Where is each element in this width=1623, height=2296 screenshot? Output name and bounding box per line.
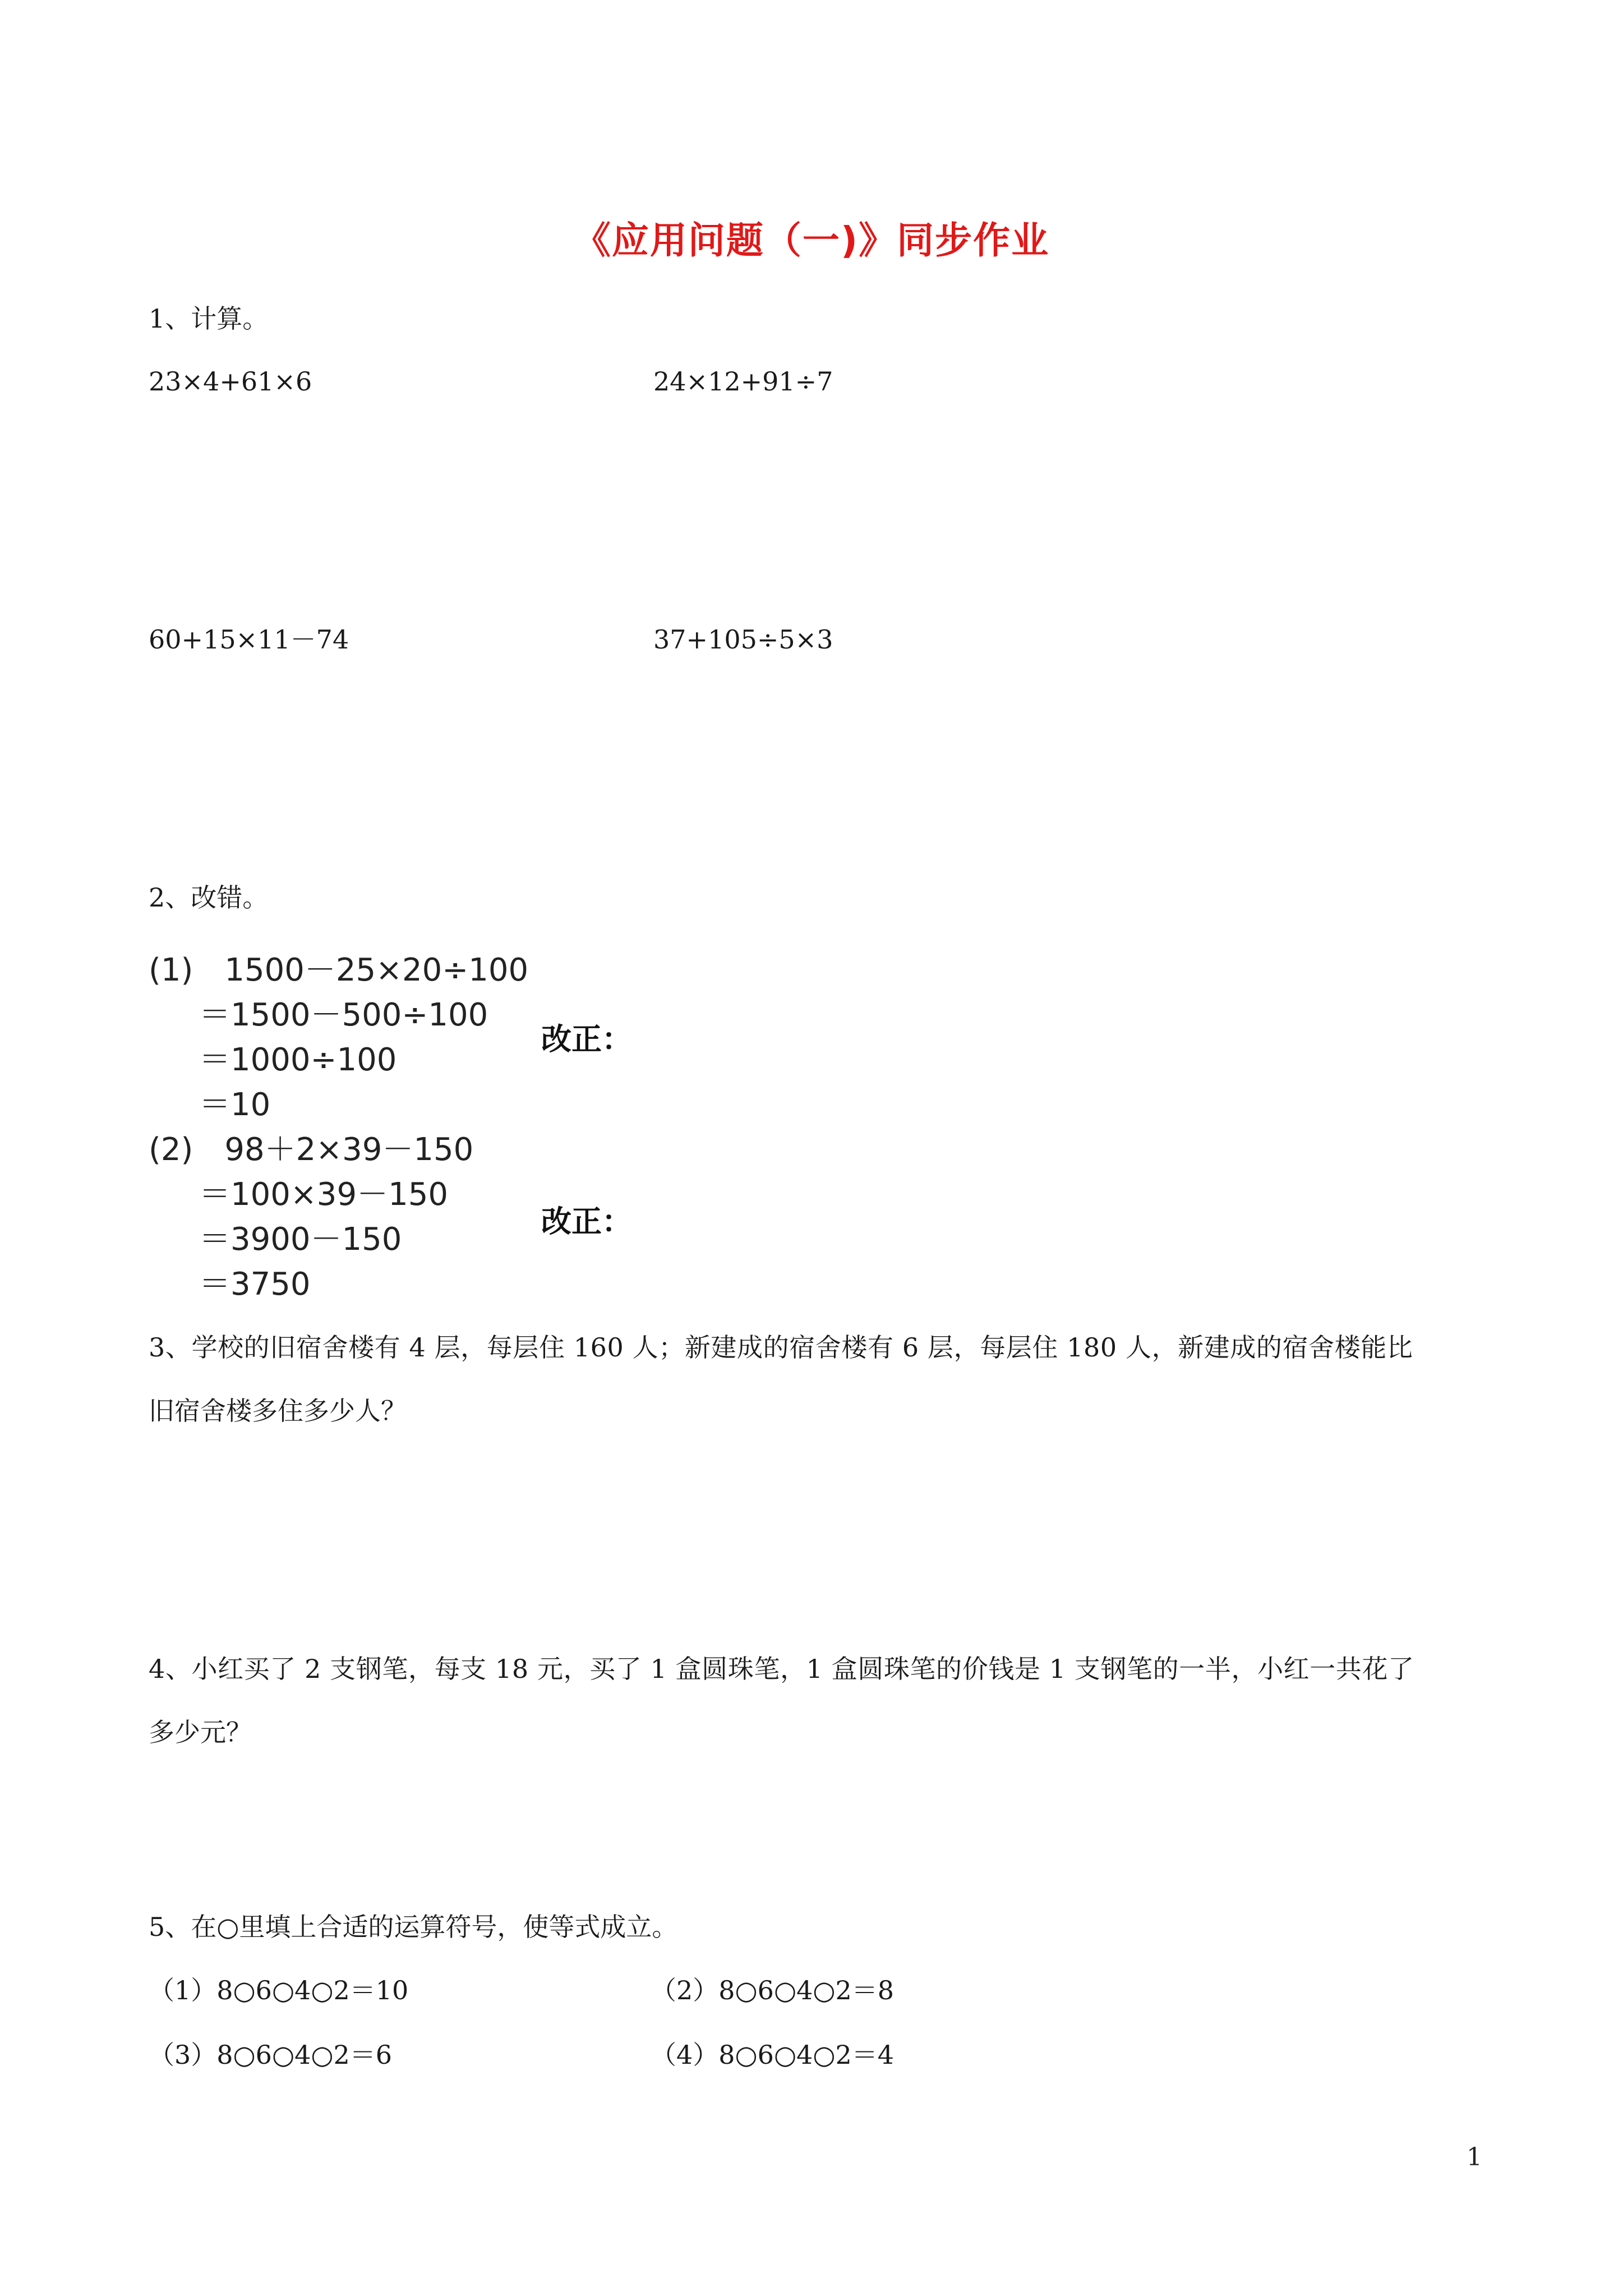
q2-heading: 2、改错。 xyxy=(149,882,269,913)
q2-problem1-line-2: ＝1500－500÷100 xyxy=(199,997,488,1033)
q2-problem2-line-4: ＝3750 xyxy=(199,1266,311,1303)
q1-heading: 1、计算。 xyxy=(149,303,269,334)
q1-item-2: 24×12+91÷7 xyxy=(653,366,833,397)
q2-problem1-line-3: ＝1000÷100 xyxy=(199,1042,397,1078)
q5-heading: 5、在○里填上合适的运算符号，使等式成立。 xyxy=(149,1912,678,1942)
q5-item-4: （4）8○6○4○2＝4 xyxy=(651,2040,895,2070)
q1-item-4: 37+105÷5×3 xyxy=(653,624,833,655)
q1-item-3: 60+15×11－74 xyxy=(149,624,349,655)
q2-problem1-line-1: (1) 1500－25×20÷100 xyxy=(149,952,529,988)
q2-problem2-line-1: (2) 98＋2×39－150 xyxy=(149,1131,474,1168)
q1-item-1: 23×4+61×6 xyxy=(149,366,312,397)
q3-line-2: 旧宿舍楼多住多少人？ xyxy=(149,1396,407,1426)
q4-line-2: 多少元？ xyxy=(149,1717,252,1747)
q2-problem2-line-3: ＝3900－150 xyxy=(199,1221,402,1258)
q2-problem1-line-4: ＝10 xyxy=(199,1087,271,1123)
q5-item-2: （2）8○6○4○2＝8 xyxy=(651,1975,895,2005)
q5-item-1: （1）8○6○4○2＝10 xyxy=(149,1975,409,2005)
q2-problem1-correction-label: 改正： xyxy=(541,1022,632,1057)
q2-problem2-line-2: ＝100×39－150 xyxy=(199,1176,448,1213)
q5-item-3: （3）8○6○4○2＝6 xyxy=(149,2040,393,2070)
page-number: 1 xyxy=(1467,2143,1482,2171)
q3-line-1: 3、学校的旧宿舍楼有 4 层，每层住 160 人；新建成的宿舍楼有 6 层，每层住 180 人，新建成的宿舍楼能比 xyxy=(149,1332,1413,1363)
q4-line-1: 4、小红买了 2 支钢笔，每支 18 元，买了 1 盒圆珠笔，1 盒圆珠笔的价钱是 1 支钢笔的一半，小红一共花了 xyxy=(149,1654,1414,1684)
q2-problem2-correction-label: 改正： xyxy=(541,1204,632,1239)
page-title: 《应用问题（一)》同步作业 xyxy=(573,219,1050,262)
